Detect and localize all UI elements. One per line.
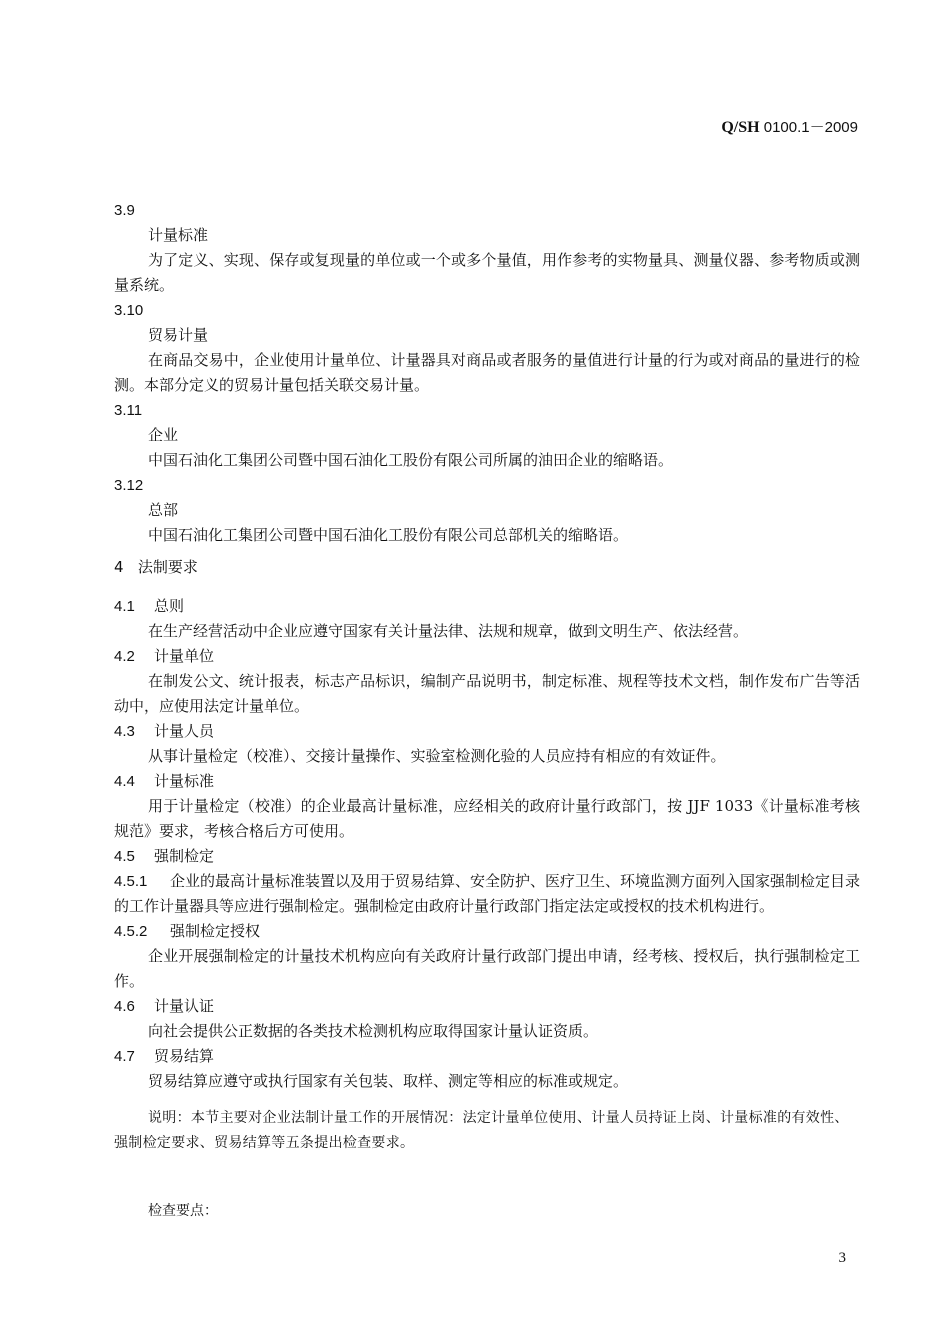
standard-code-prefix: Q/SH — [721, 119, 760, 136]
clause-title: 计量认证 — [154, 997, 215, 1015]
clause-heading — [114, 769, 860, 794]
clause-number: 3.11 — [114, 402, 143, 419]
clause-heading — [114, 994, 860, 1019]
clause-title: 贸易结算 — [154, 1047, 215, 1065]
page-number: 3 — [838, 1250, 846, 1266]
clause-heading — [114, 644, 860, 669]
clause-title: 总则 — [154, 597, 185, 615]
clause-text: 贸易结算应遵守或执行国家有关包装、取样、测定等相应的标准或规定。 — [148, 1072, 629, 1090]
document-body — [114, 198, 860, 1224]
chapter-number: 4 — [114, 558, 124, 576]
subclause-heading — [114, 919, 860, 944]
clause-number: 4.4 — [114, 773, 135, 790]
standard-code-number: 0100.1－2009 — [759, 119, 858, 136]
clause-number: 4.5 — [114, 848, 135, 865]
term-definition: 为了定义、实现、保存或复现量的单位或一个或多个量值，用作参考的实物量具、测量仪器、参考物质或测量系统。 — [114, 251, 860, 294]
subclause-number: 4.5.1 — [114, 873, 148, 890]
clause-title: 计量人员 — [154, 722, 215, 740]
clause-heading — [114, 594, 860, 619]
clause-number: 4.7 — [114, 1048, 135, 1065]
clause-title: 计量标准 — [154, 772, 215, 790]
clause-number: 3.9 — [114, 202, 135, 219]
explanatory-note: 说明：本节主要对企业法制计量工作的开展情况：法定计量单位使用、计量人员持证上岗、计量标准的有效性、强制检定要求、贸易结算等五条提出检查要求。 — [114, 1110, 849, 1151]
subclause-text — [114, 869, 860, 919]
clause-title: 计量单位 — [154, 647, 215, 665]
clause-number: 3.10 — [114, 302, 144, 319]
clause-text: 向社会提供公正数据的各类技术检测机构应取得国家计量认证资质。 — [148, 1022, 599, 1040]
subclause-title: 强制检定授权 — [170, 922, 261, 940]
term-title: 企业 — [148, 426, 179, 444]
subclause-number: 4.5.2 — [114, 923, 148, 940]
chapter-heading — [114, 555, 860, 580]
clause-heading — [114, 719, 860, 744]
clause-number: 4.6 — [114, 998, 135, 1015]
clause-heading — [114, 844, 860, 869]
clause-text: 用于计量检定（校准）的企业最高计量标准，应经相关的政府计量行政部门，按 JJF 1033《计量标准考核规范》要求，考核合格后方可使用。 — [114, 797, 860, 840]
clause-text: 在制发公文、统计报表，标志产品标识，编制产品说明书，制定标准、规程等技术文档，制作发布广告等活动中，应使用法定计量单位。 — [114, 672, 860, 715]
clause-number: 4.3 — [114, 723, 135, 740]
clause-text: 从事计量检定（校准）、交接计量操作、实验室检测化验的人员应持有相应的有效证件。 — [148, 747, 726, 765]
clause-number: 4.1 — [114, 598, 135, 615]
term-title: 计量标准 — [148, 226, 209, 244]
chapter-title: 法制要求 — [137, 558, 198, 576]
clause-text: 在生产经营活动中企业应遵守国家有关计量法律、法规和规章，做到文明生产、依法经营。 — [148, 622, 749, 640]
clause-number: 3.12 — [114, 477, 144, 494]
clause-number: 4.2 — [114, 648, 135, 665]
clause-heading — [114, 1044, 860, 1069]
standard-code — [721, 116, 858, 137]
term-title: 贸易计量 — [148, 326, 209, 344]
term-definition: 在商品交易中，企业使用计量单位、计量器具对商品或者服务的量值进行计量的行为或对商品的量进行的检测。本部分定义的贸易计量包括关联交易计量。 — [114, 351, 860, 394]
check-points-label: 检查要点： — [148, 1203, 218, 1219]
term-definition: 中国石油化工集团公司暨中国石油化工股份有限公司所属的油田企业的缩略语。 — [148, 451, 674, 469]
term-title: 总部 — [148, 501, 179, 519]
subclause-body: 企业的最高计量标准装置以及用于贸易结算、安全防护、医疗卫生、环境监测方面列入国家强制检定目录的工作计量器具等应进行强制检定。强制检定由政府计量行政部门指定法定或授权的技术机构进行。 — [114, 872, 861, 915]
clause-text: 企业开展强制检定的计量技术机构应向有关政府计量行政部门提出申请，经考核、授权后，执行强制检定工作。 — [114, 947, 860, 990]
term-definition: 中国石油化工集团公司暨中国石油化工股份有限公司总部机关的缩略语。 — [148, 526, 629, 544]
clause-title: 强制检定 — [154, 847, 215, 865]
